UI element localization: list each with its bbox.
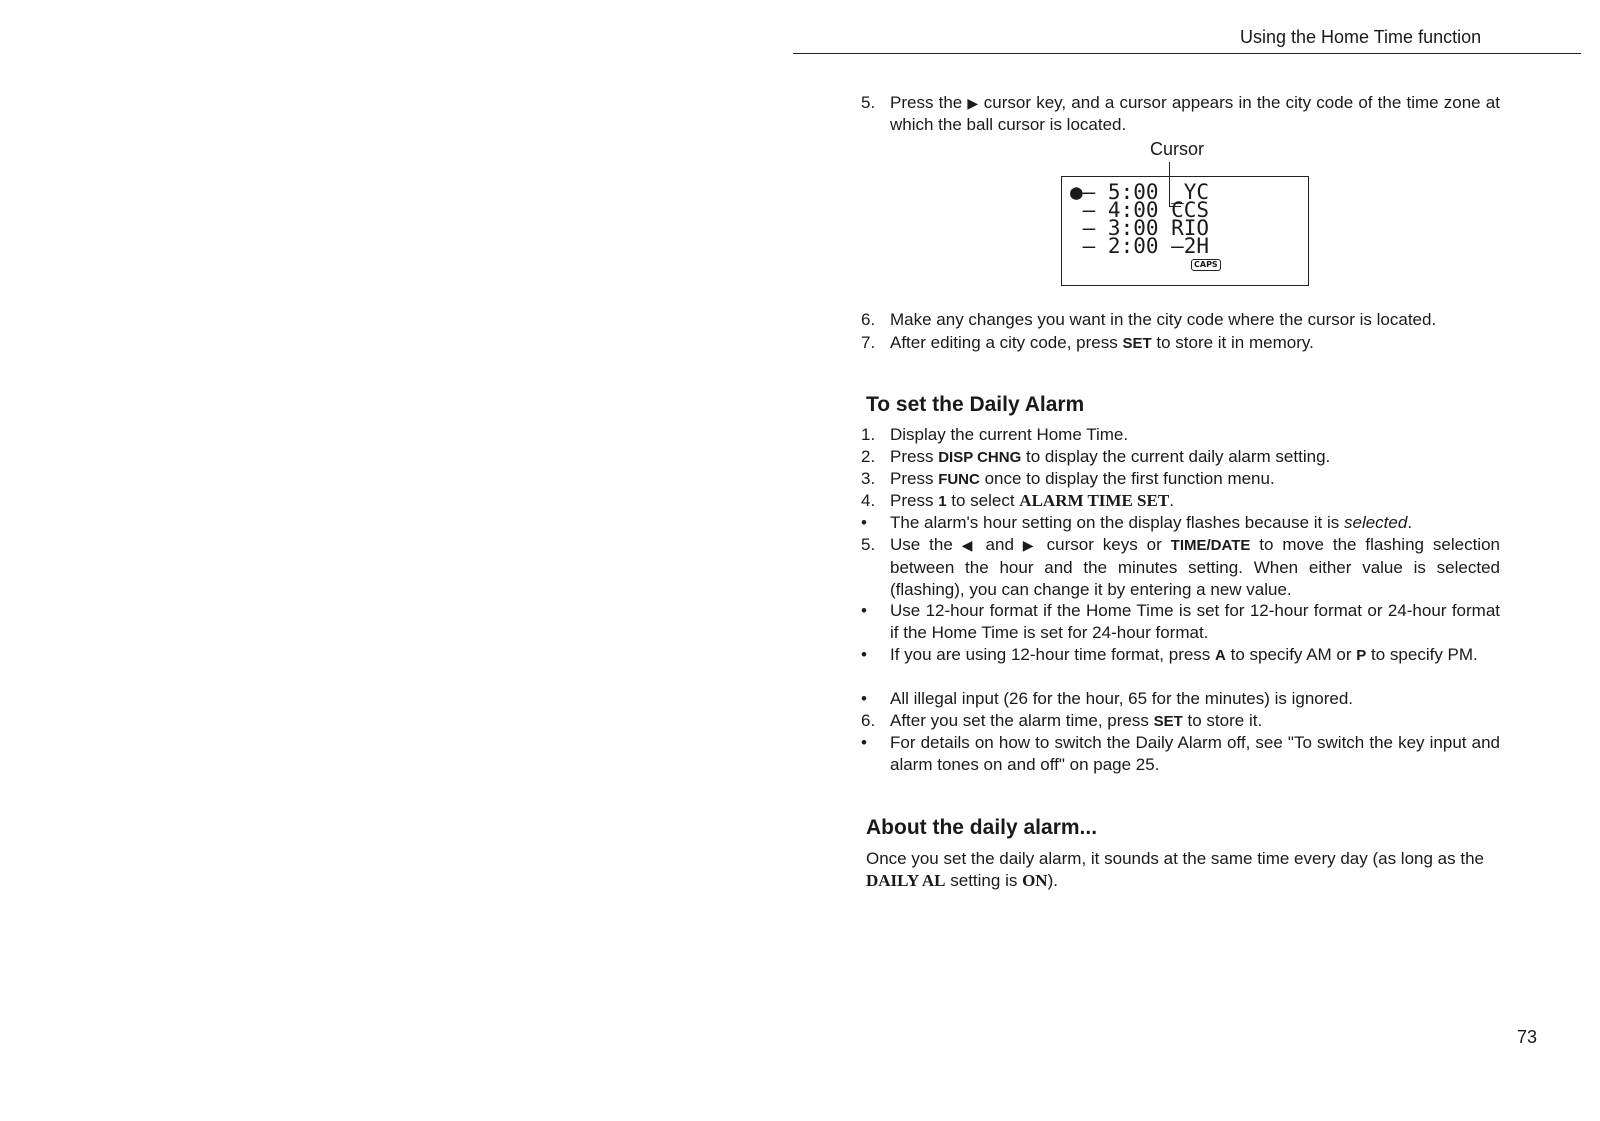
item-text: After editing a city code, press SET to store it in memory. xyxy=(890,333,1314,352)
setting-name: DAILY AL xyxy=(866,871,946,890)
bullet: • xyxy=(861,689,867,708)
item-number: 6. xyxy=(861,711,876,730)
item-number: 1. xyxy=(861,425,876,444)
lcd-display xyxy=(1061,176,1309,286)
section-heading: About the daily alarm... xyxy=(866,816,1098,839)
key-name: P xyxy=(1356,647,1367,664)
key-name: SET xyxy=(1153,713,1183,730)
lcd-line: ●– 5:00 _YC xyxy=(1070,180,1210,204)
paragraph: Once you set the daily alarm, it sounds at the same time every day (as long as the DAILY AL setting is ON). xyxy=(866,849,1484,890)
caps-icon: CAPS xyxy=(1191,259,1221,271)
left-arrow-icon: ◀ xyxy=(961,537,977,553)
key-name: DISP CHNG xyxy=(938,449,1022,466)
section-heading: To set the Daily Alarm xyxy=(866,393,1085,416)
key-name: SET xyxy=(1122,335,1152,352)
item-number: 3. xyxy=(861,469,876,488)
bullet: • xyxy=(861,513,867,532)
item-text: Display the current Home Time. xyxy=(890,425,1129,444)
item-number: 7. xyxy=(861,333,876,352)
item-text: After you set the alarm time, press SET to store it. xyxy=(890,711,1263,730)
item-text: The alarm's hour setting on the display flashes because it is selected. xyxy=(890,513,1413,532)
lcd-line: – 2:00 –2H xyxy=(1070,234,1210,258)
figure-caption: Cursor xyxy=(1150,139,1205,159)
page-number: 73 xyxy=(1517,1027,1538,1047)
bullet: • xyxy=(861,733,867,752)
right-arrow-icon: ▶ xyxy=(1022,537,1038,553)
setting-value: ON xyxy=(1022,871,1048,890)
item-text: Press the ▶ cursor key, and a cursor appears in the city code of the time zone at which the ball cursor is located. xyxy=(890,93,1500,134)
bullet: • xyxy=(861,601,867,620)
item-text: For details on how to switch the Daily Alarm off, see "To switch the key input and alarm tones on and off" on page 25. xyxy=(890,733,1500,774)
item-text: Use the ◀ and ▶ cursor keys or TIME/DATE to move the flashing selection between the hour and the minutes setting. When either value is selected (flashing), you can change it by entering a new value. xyxy=(890,535,1500,599)
running-header: Using the Home Time function xyxy=(1240,27,1482,47)
item-number: 2. xyxy=(861,447,876,466)
key-name: A xyxy=(1215,647,1226,664)
item-text: Press 1 to select ALARM TIME SET. xyxy=(890,491,1174,510)
header-rule xyxy=(793,53,1581,54)
item-text: Make any changes you want in the city code where the cursor is located. xyxy=(890,310,1437,329)
right-arrow-icon: ▶ xyxy=(967,95,979,111)
item-number: 6. xyxy=(861,310,876,329)
lcd-line: – 3:00 RIO xyxy=(1070,216,1210,240)
item-text: All illegal input (26 for the hour, 65 for the minutes) is ignored. xyxy=(890,689,1354,708)
item-text: Press FUNC once to display the first function menu. xyxy=(890,469,1275,488)
key-name: 1 xyxy=(938,493,947,510)
key-name: FUNC xyxy=(938,471,980,488)
item-number: 5. xyxy=(861,535,876,554)
item-text: Use 12-hour format if the Home Time is set for 12-hour format or 24-hour format if the Home Time is set for 24-hour format. xyxy=(890,601,1500,642)
item-text: If you are using 12-hour time format, press A to specify AM or P to specify PM. xyxy=(890,645,1478,664)
item-number: 5. xyxy=(861,93,876,112)
item-number: 4. xyxy=(861,491,876,510)
menu-item-name: ALARM TIME SET xyxy=(1019,491,1170,510)
bullet: • xyxy=(861,645,867,664)
item-text: Press DISP CHNG to display the current daily alarm setting. xyxy=(890,447,1331,466)
key-name: TIME/DATE xyxy=(1170,537,1251,554)
lcd-line: – 4:00 CCS xyxy=(1070,198,1210,222)
